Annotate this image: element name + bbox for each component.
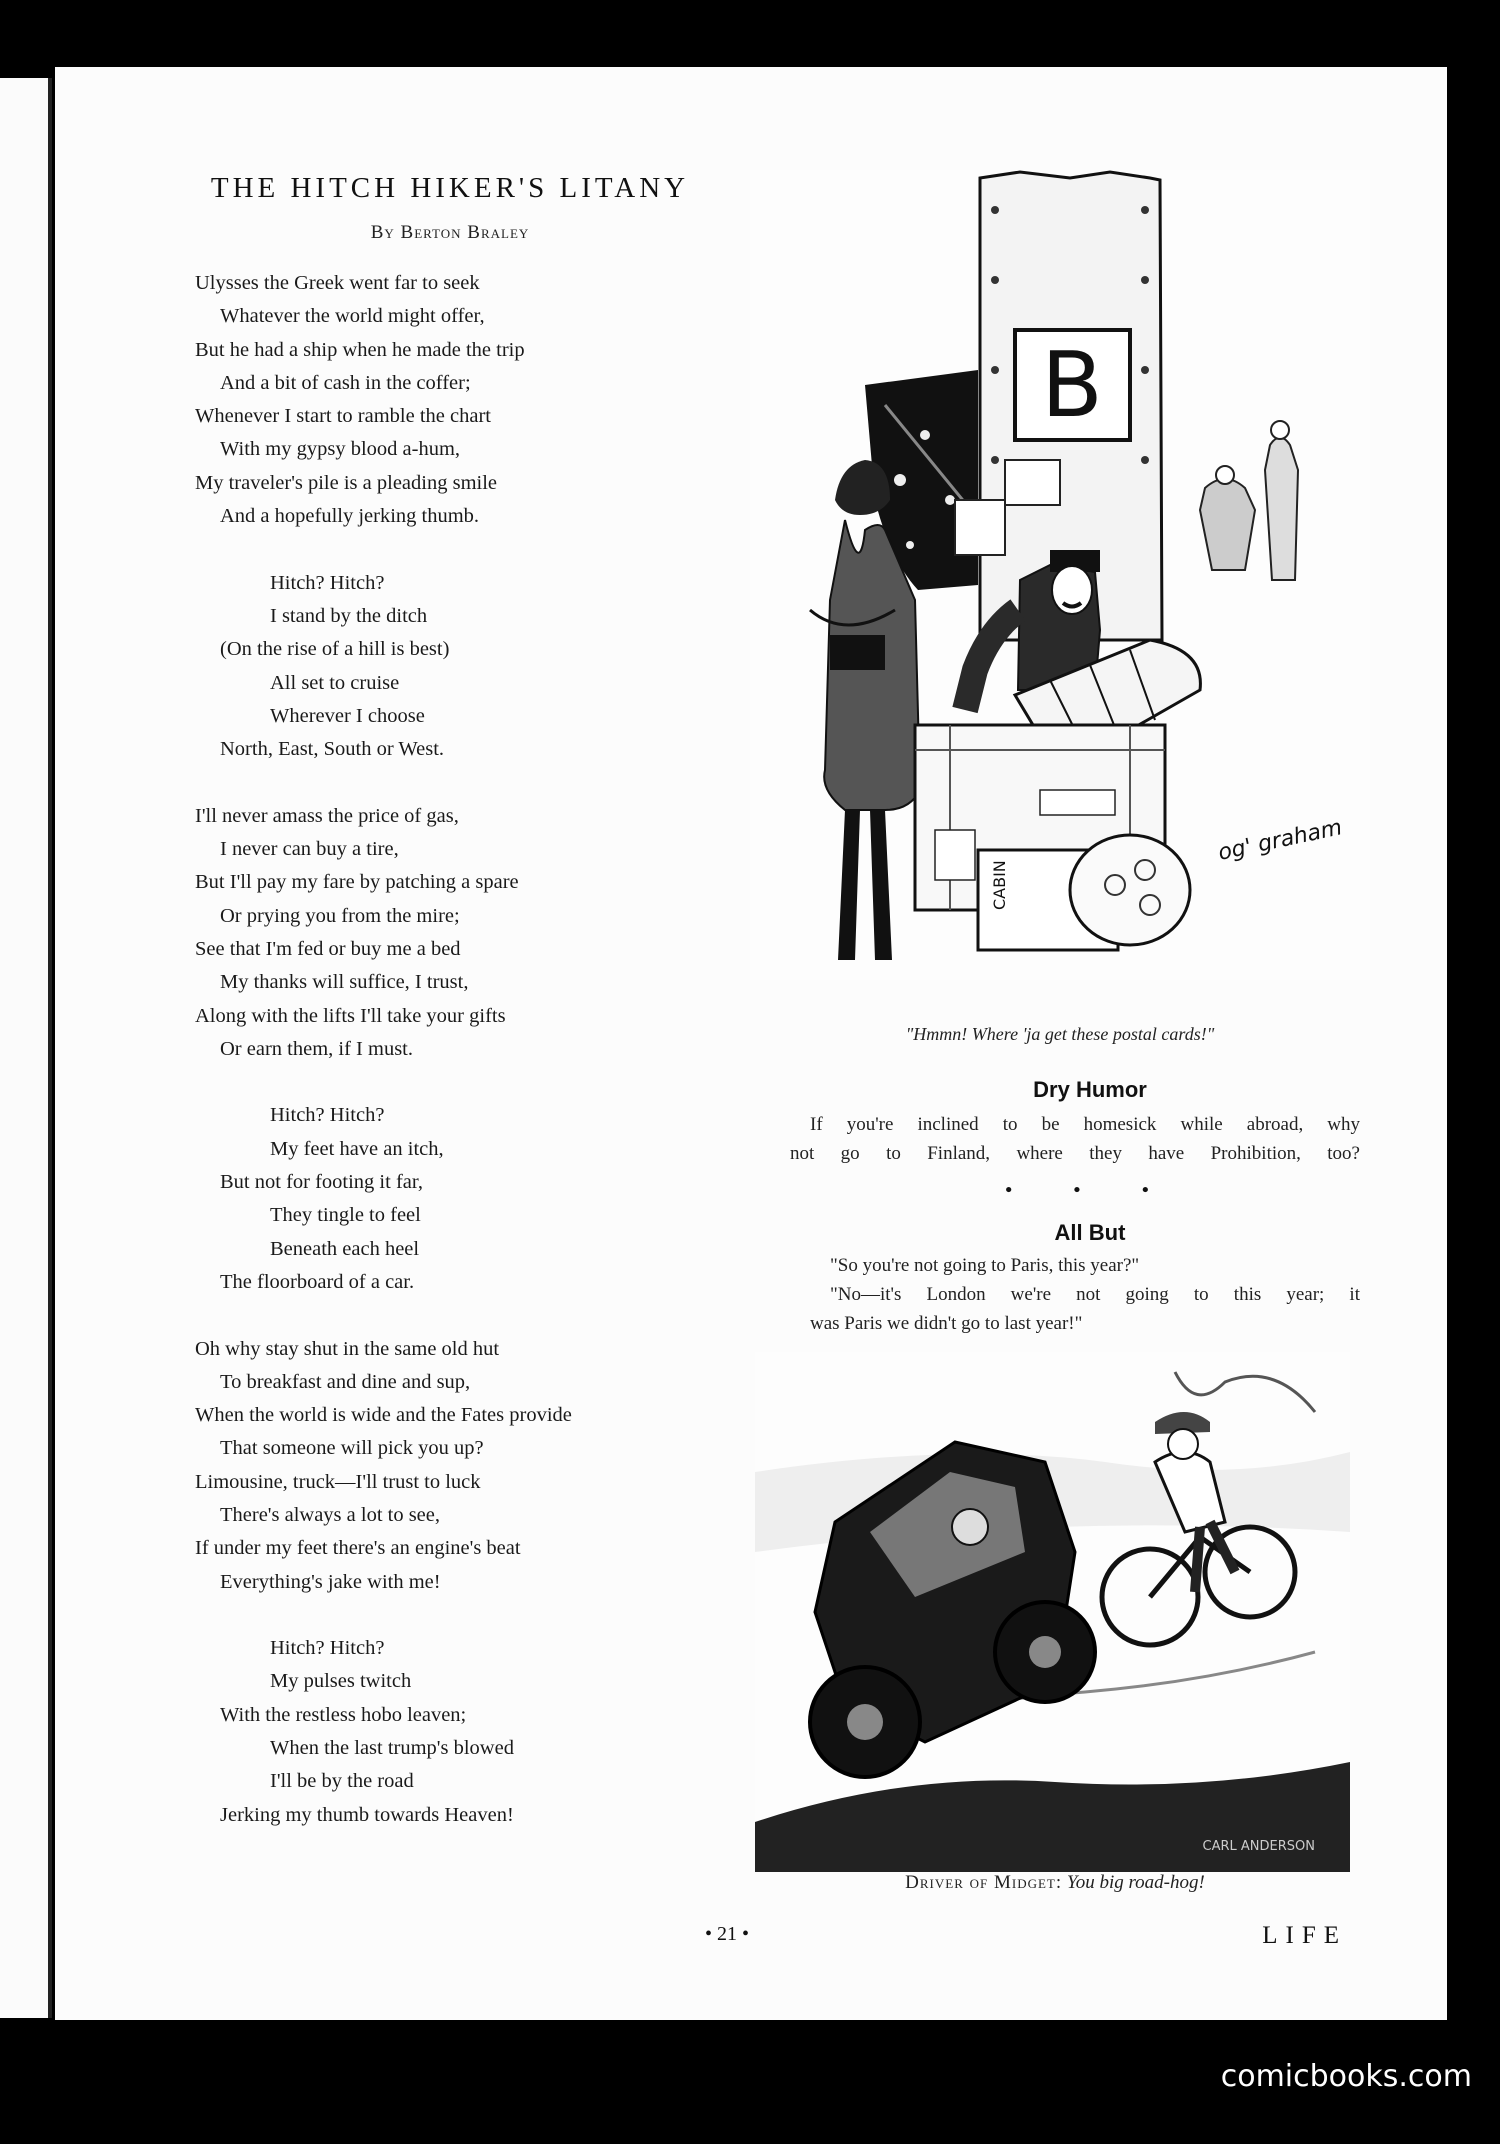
stanza-break (195, 766, 775, 799)
artist-signature-top: og' graham (1216, 815, 1345, 866)
filler-text-dry-humor-line-2: not go to Finland, where they have Prohibition, too? (790, 1143, 1360, 1164)
porter-cartoon-illustration (750, 170, 1370, 980)
poem-line: Limousine, truck—I'll trust to luck (195, 1470, 481, 1493)
poem-line: My thanks will suffice, I trust, (220, 971, 469, 994)
poem-line: And a bit of cash in the coffer; (220, 371, 471, 394)
poem-line: My traveler's pile is a pleading smile (195, 471, 498, 494)
poem-line: But he had a ship when he made the trip (195, 338, 525, 361)
poem-line: If under my feet there's an engine's beat (195, 1537, 521, 1560)
magazine-name: LIFE (1262, 1922, 1347, 1949)
facing-page-edge (0, 78, 52, 2018)
poem-line: (On the rise of a hill is best) (220, 638, 450, 661)
poem-line: Hitch? Hitch? (270, 1104, 385, 1127)
poem-line: The floorboard of a car. (220, 1270, 415, 1293)
poem-line: Or earn them, if I must. (220, 1037, 413, 1060)
poem-line: All set to cruise (270, 671, 400, 694)
poem-line: That someone will pick you up? (220, 1437, 484, 1460)
stanza-break (195, 1299, 775, 1332)
poem-line: But I'll pay my fare by patching a spare (195, 871, 519, 894)
poem-line: There's always a lot to see, (220, 1503, 441, 1526)
section-separator: • • • (1003, 1180, 1177, 1201)
filler-title-dry-humor: Dry Humor (1033, 1077, 1147, 1102)
poem-line: But not for footing it far, (220, 1171, 424, 1194)
stanza-break (195, 1066, 775, 1099)
filler-title-all-but: All But (1054, 1220, 1126, 1245)
poem-body (195, 267, 775, 1832)
stanza-break (195, 533, 775, 566)
trunk-label: CABIN (990, 860, 1009, 910)
poem-line: Or prying you from the mire; (220, 904, 460, 927)
poem-line: Oh why stay shut in the same old hut (195, 1337, 500, 1360)
poem-line: Beneath each heel (270, 1237, 420, 1260)
poem-line: My pulses twitch (270, 1670, 412, 1693)
poem-line: With my gypsy blood a-hum, (220, 438, 461, 461)
pillar-sign-letter: B (1041, 333, 1103, 438)
stanza-break (195, 1599, 775, 1632)
page-number: • 21 • (705, 1923, 750, 1945)
road-hog-cartoon-illustration (755, 1352, 1350, 1872)
poem-line: Wherever I choose (270, 704, 425, 727)
poem-line: When the world is wide and the Fates provide (195, 1404, 572, 1427)
magazine-page (55, 67, 1447, 2020)
poem-line: Jerking my thumb towards Heaven! (220, 1803, 514, 1826)
poem-line: To breakfast and dine and sup, (220, 1370, 471, 1393)
caption-speech: You big road-hog! (1066, 1872, 1205, 1893)
poem-title: THE HITCH HIKER'S LITANY (210, 172, 690, 204)
caption-speaker: Driver of Midget: (905, 1872, 1063, 1893)
poem-line: Whatever the world might offer, (220, 305, 485, 328)
poem-line: With the restless hobo leaven; (220, 1703, 467, 1726)
filler-text-all-but-line-3: was Paris we didn't go to last year!" (810, 1313, 1083, 1334)
poem-byline: By Berton Braley (370, 222, 530, 243)
poem-line: And a hopefully jerking thumb. (220, 505, 480, 528)
filler-text-dry-humor-line-1: If you're inclined to be homesick while abroad, why (810, 1114, 1360, 1135)
poem-line: I stand by the ditch (270, 604, 428, 627)
poem-line: I'll be by the road (270, 1770, 414, 1793)
poem-line: My feet have an itch, (270, 1137, 444, 1160)
site-watermark: comicbooks.com (1220, 2059, 1472, 2094)
filler-text-all-but-line-1: "So you're not going to Paris, this year?" (830, 1255, 1140, 1276)
poem-line: Whenever I start to ramble the chart (195, 405, 491, 428)
cartoon-caption-bottom (755, 1872, 1355, 1894)
poem-line: I never can buy a tire, (220, 838, 399, 861)
poem-line: Hitch? Hitch? (270, 571, 385, 594)
poem-line: Hitch? Hitch? (270, 1637, 385, 1660)
poem-line: Along with the lifts I'll take your gifts (195, 1004, 506, 1027)
poem-line: North, East, South or West. (220, 738, 445, 761)
poem-line: Everything's jake with me! (220, 1570, 441, 1593)
poem-line: See that I'm fed or buy me a bed (195, 937, 461, 960)
filler-text-all-but-line-2: "No—it's London we're not going to this year; it (830, 1284, 1360, 1305)
poem-line: They tingle to feel (270, 1204, 421, 1227)
poem-line: I'll never amass the price of gas, (195, 804, 459, 827)
cartoon-caption-top: "Hmmn! Where 'ja get these postal cards!" (905, 1024, 1215, 1044)
poem-line: When the last trump's blowed (270, 1737, 514, 1760)
poem-line: Ulysses the Greek went far to seek (195, 272, 480, 294)
artist-signature-bottom: CARL ANDERSON (1202, 1839, 1315, 1854)
